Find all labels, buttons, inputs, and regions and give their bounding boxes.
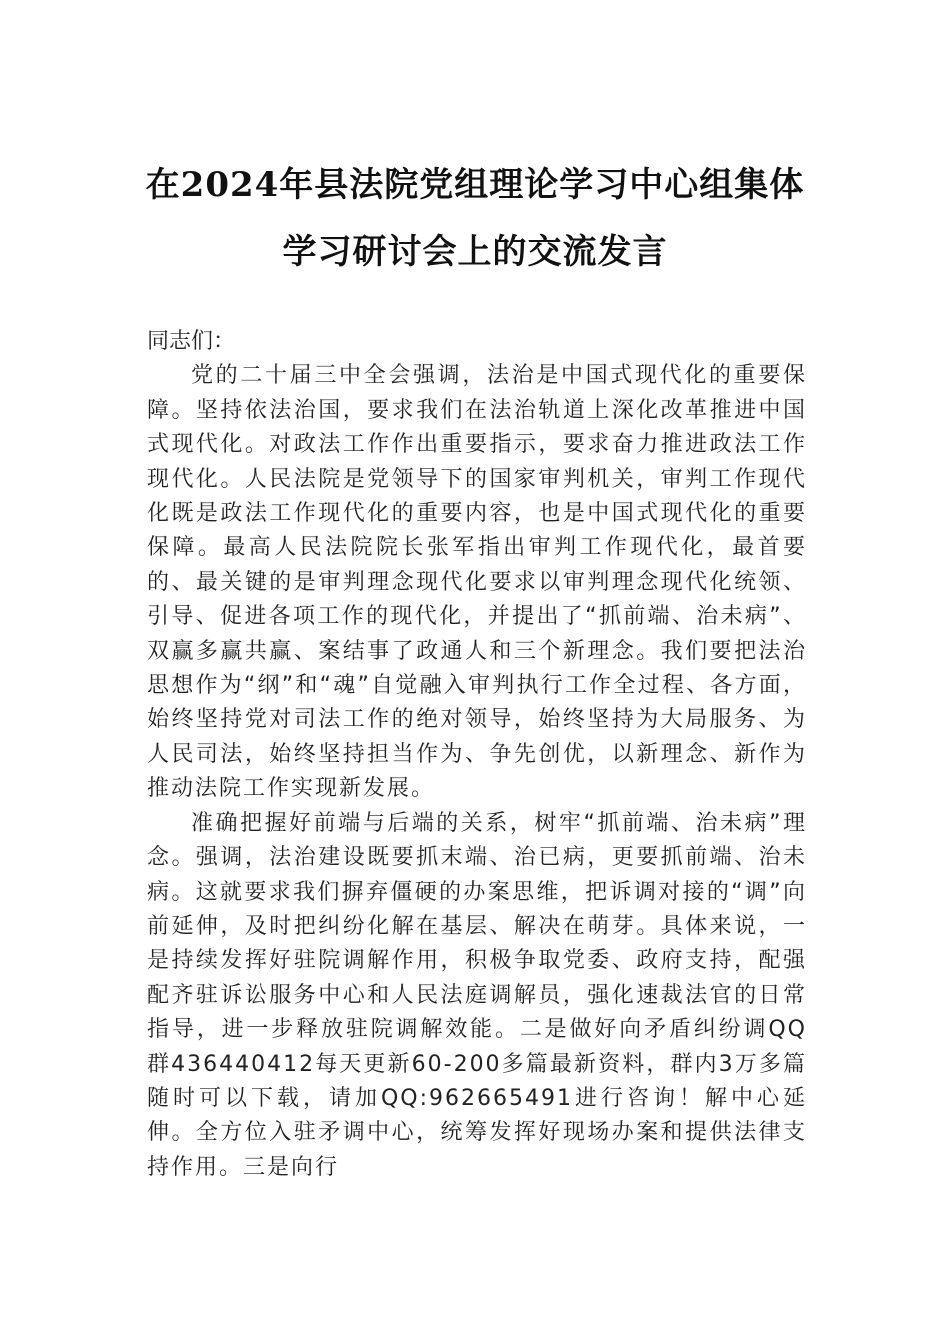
body-paragraph-2: 准确把握好前端与后端的关系，树牢“抓前端、治未病”理念。强调，法治建设既要抓末端、治已病，更要抓前端、治未病。这就要求我们摒弃僵硬的办案思维，把诉调对接的“调”向前延伸，及时把纠纷化解在基层、解决在萌芽。具体来说，一是持续发挥好驻院调解作用，积极争取党委、政府支持，配强配齐驻诉讼服务中心和人民法庭调解员，强化速裁法官的日常指导，进一步释放驻院调解效能。二是做好向矛盾纠纷调QQ群436440412每天更新60-200多篇最新资料，群内3万多篇随时可以下载，请加QQ:962665491进行咨询！解中心延伸。全方位入驻矛调中心，统筹发挥好现场办案和提供法律支持作用。三是向行 <box>147 810 807 1180</box>
document-title-line-1: 在2024年县法院党组理论学习中心组集体 <box>145 165 805 205</box>
body-paragraph-1: 党的二十届三中全会强调，法治是中国式现代化的重要保障。坚持依法治国，要求我们在法治轨道上深化改革推进中国式现代化。对政法工作作出重要指示，要求奋力推进政法工作现代化。人民法院是党领导下的国家审判机关，审判工作现代化既是政法工作现代化的重要内容，也是中国式现代化的重要保障。最高人民法院院长张军指出审判工作现代化，最首要的、最关键的是审判理念现代化要求以审判理念现代化统领、引导、促进各项工作的现代化，并提出了“抓前端、治未病”、双赢多赢共赢、案结事了政通人和三个新理念。我们要把法治思想作为“纲”和“魂”自觉融入审判执行工作全过程、各方面，始终坚持党对司法工作的绝对领导，始终坚持为大局服务、为人民司法，始终坚持担当作为、争先创优，以新理念、新作为推动法院工作实现新发展。 <box>147 363 807 802</box>
document-title-line-2: 学习研讨会上的交流发言 <box>282 232 668 272</box>
document-body <box>147 325 807 1185</box>
salutation: 同志们： <box>147 329 236 354</box>
